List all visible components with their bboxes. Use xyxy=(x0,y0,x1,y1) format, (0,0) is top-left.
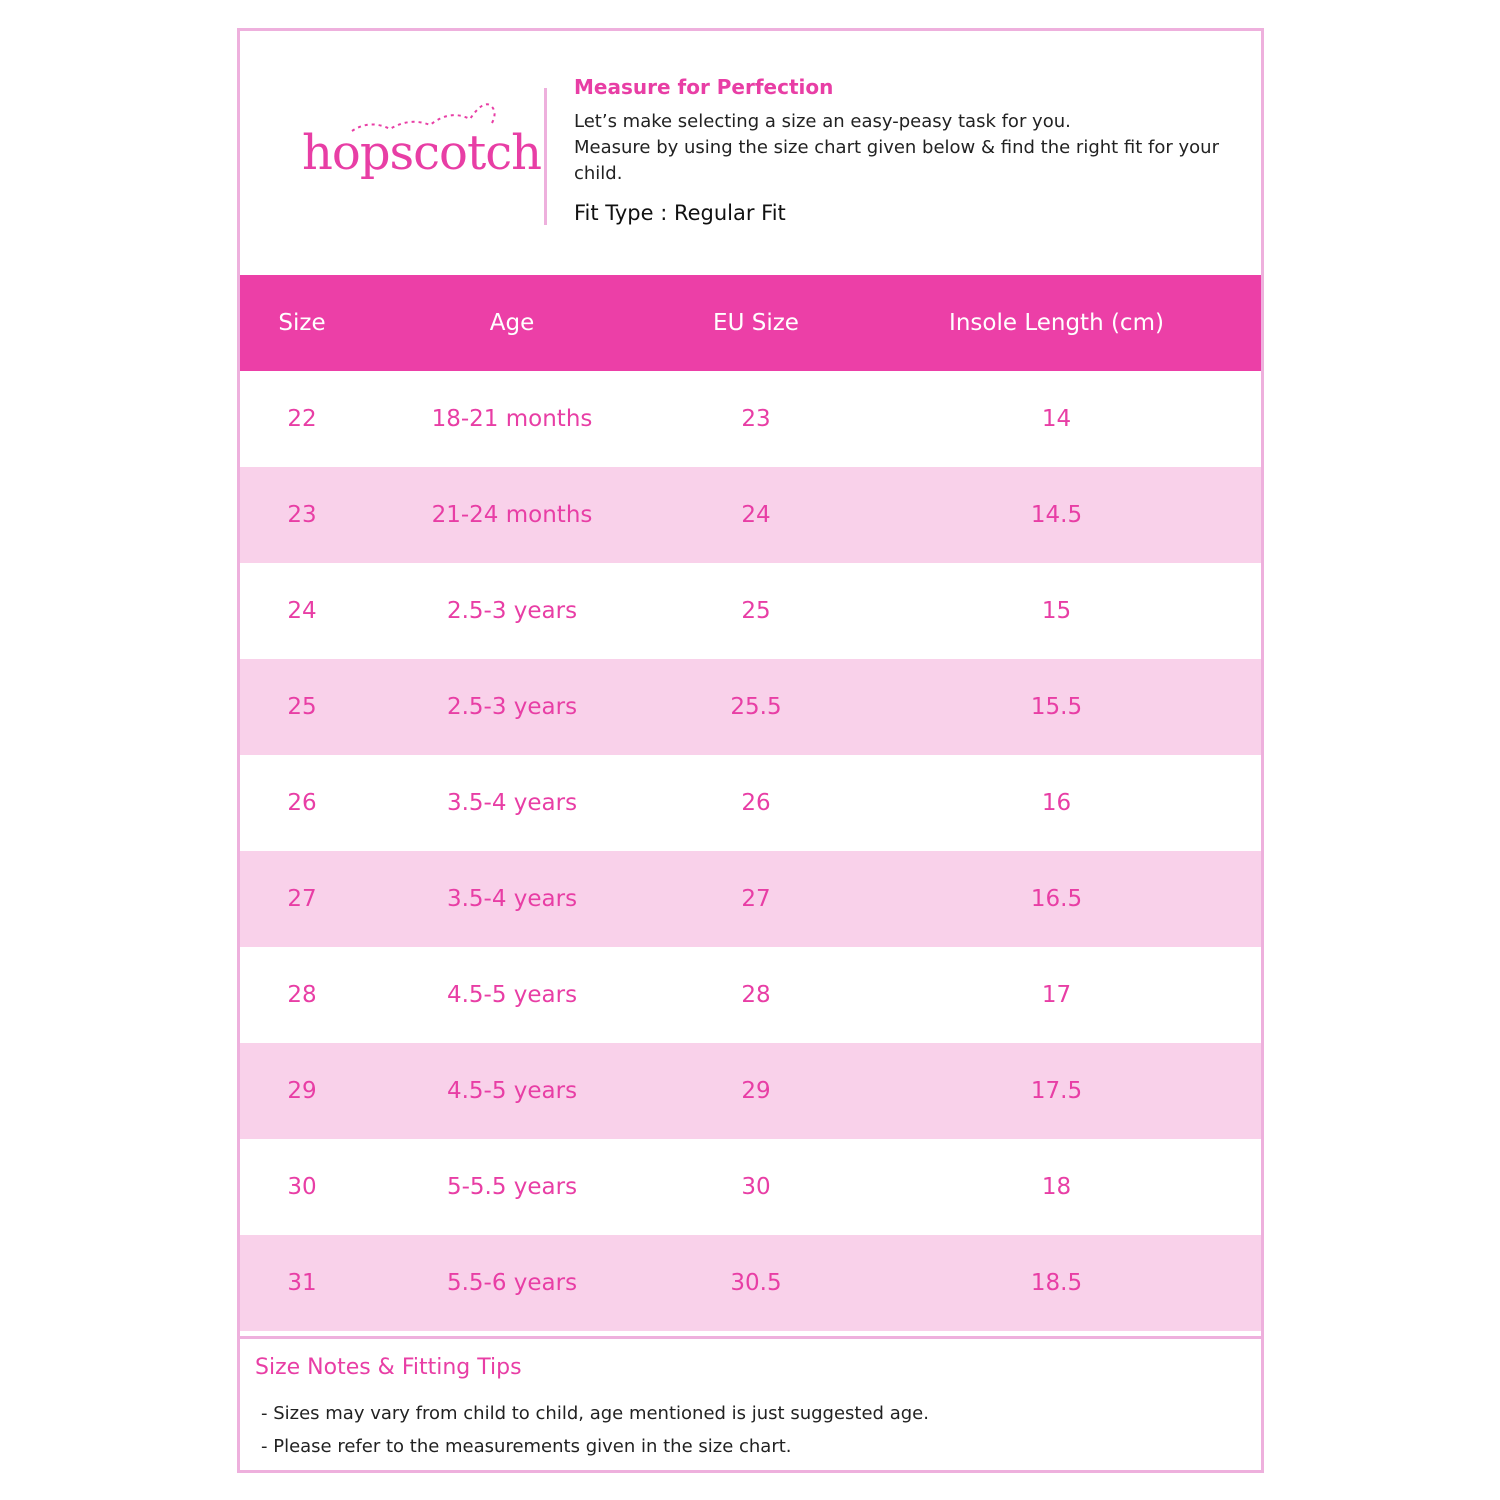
cell-eu-size: 25 xyxy=(660,563,852,659)
header-insole-length: Insole Length (cm) xyxy=(852,275,1261,371)
cell-age: 4.5-5 years xyxy=(364,947,660,1043)
cell-age: 5.5-6 years xyxy=(364,1235,660,1331)
cell-size: 29 xyxy=(240,1043,364,1139)
logo-wordmark: hopscotch xyxy=(302,125,542,181)
notes-list xyxy=(261,1397,929,1463)
table-header-row xyxy=(240,275,1261,371)
cell-insole-length: 14.5 xyxy=(852,467,1261,563)
cell-age: 2.5-3 years xyxy=(364,659,660,755)
cell-eu-size: 28 xyxy=(660,947,852,1043)
cell-age: 2.5-3 years xyxy=(364,563,660,659)
cell-insole-length: 16.5 xyxy=(852,851,1261,947)
header-eu-size: EU Size xyxy=(660,275,852,371)
cell-age: 3.5-4 years xyxy=(364,851,660,947)
cell-size: 24 xyxy=(240,563,364,659)
size-table xyxy=(240,275,1261,1331)
note-item: - Please refer to the measurements given in the size chart. xyxy=(261,1436,792,1457)
size-chart-card xyxy=(237,28,1264,1473)
cell-size: 26 xyxy=(240,755,364,851)
note-item: - Sizes may vary from child to child, age mentioned is just suggested age. xyxy=(261,1403,929,1424)
table-row xyxy=(240,371,1261,467)
cell-age: 21-24 months xyxy=(364,467,660,563)
cell-insole-length: 14 xyxy=(852,371,1261,467)
cell-eu-size: 30.5 xyxy=(660,1235,852,1331)
cell-insole-length: 15.5 xyxy=(852,659,1261,755)
header-size: Size xyxy=(240,275,364,371)
cell-age: 18-21 months xyxy=(364,371,660,467)
cell-insole-length: 18.5 xyxy=(852,1235,1261,1331)
cell-insole-length: 15 xyxy=(852,563,1261,659)
size-chart-header xyxy=(240,31,1261,275)
header-age: Age xyxy=(364,275,660,371)
intro-block xyxy=(574,75,1234,225)
table-row xyxy=(240,659,1261,755)
cell-eu-size: 23 xyxy=(660,371,852,467)
cell-size: 25 xyxy=(240,659,364,755)
cell-insole-length: 18 xyxy=(852,1139,1261,1235)
size-notes xyxy=(240,1336,1261,1473)
cell-size: 30 xyxy=(240,1139,364,1235)
cell-size: 31 xyxy=(240,1235,364,1331)
cell-age: 4.5-5 years xyxy=(364,1043,660,1139)
intro-line-1: Let’s make selecting a size an easy-peasy task for you. xyxy=(574,111,1071,132)
cell-age: 3.5-4 years xyxy=(364,755,660,851)
table-row xyxy=(240,467,1261,563)
table-row xyxy=(240,851,1261,947)
table-row xyxy=(240,1139,1261,1235)
cell-insole-length: 16 xyxy=(852,755,1261,851)
notes-title: Size Notes & Fitting Tips xyxy=(255,1355,522,1380)
cell-eu-size: 30 xyxy=(660,1139,852,1235)
cell-eu-size: 25.5 xyxy=(660,659,852,755)
cell-eu-size: 24 xyxy=(660,467,852,563)
cell-age: 5-5.5 years xyxy=(364,1139,660,1235)
cell-eu-size: 29 xyxy=(660,1043,852,1139)
cell-eu-size: 27 xyxy=(660,851,852,947)
hopscotch-logo xyxy=(302,99,542,199)
intro-title: Measure for Perfection xyxy=(574,75,834,99)
cell-size: 22 xyxy=(240,371,364,467)
cell-insole-length: 17 xyxy=(852,947,1261,1043)
cell-size: 27 xyxy=(240,851,364,947)
table-row xyxy=(240,755,1261,851)
table-row xyxy=(240,563,1261,659)
cell-insole-length: 17.5 xyxy=(852,1043,1261,1139)
table-row xyxy=(240,1235,1261,1331)
intro-line-2: Measure by using the size chart given below & find the right fit for your child. xyxy=(574,137,1219,184)
cell-size: 28 xyxy=(240,947,364,1043)
cell-eu-size: 26 xyxy=(660,755,852,851)
header-divider xyxy=(544,88,547,225)
fit-type: Fit Type : Regular Fit xyxy=(574,201,786,225)
table-row xyxy=(240,947,1261,1043)
cell-size: 23 xyxy=(240,467,364,563)
table-row xyxy=(240,1043,1261,1139)
